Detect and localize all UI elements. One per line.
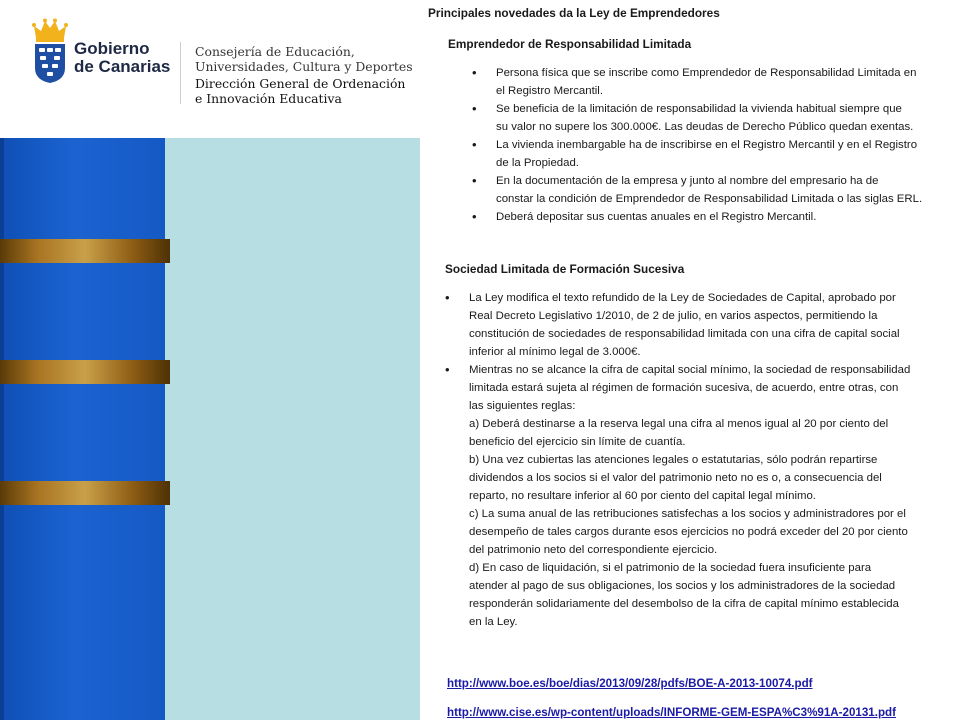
- list-item: • Se beneficia de la limitación de responsabilidad la vivienda habitual siempre que su valor no supere los 300.000€. Las deudas de Derecho Público quedan exentas.: [469, 100, 931, 136]
- section-title-slfs: Sociedad Limitada de Formación Sucesiva: [445, 262, 685, 276]
- gold-bar-2: [0, 360, 170, 384]
- left-blue-panel: [0, 138, 165, 720]
- consejeria-name: Consejería de Educación, Universidades, Cultura y Deportes: [195, 44, 413, 74]
- gold-bar-1: [0, 239, 170, 263]
- list-item: • En la documentación de la empresa y junto al nombre del empresario ha de constar la condición de Emprendedor de Responsabilidad Limitada o las siglas ERL.: [469, 172, 931, 208]
- list-item: • Deberá depositar sus cuentas anuales en el Registro Mercantil.: [469, 208, 931, 226]
- rule-line: a) Deberá destinarse a la reserva legal una cifra al menos igual al 20 por ciento del: [469, 418, 889, 430]
- erl-list: [469, 64, 931, 226]
- rule-line: responderán solidariamente del desembolso de la cifra de capital mínimo establecida: [469, 598, 899, 610]
- document-page: [421, 0, 960, 720]
- rule-line: reparto, no resultare inferior al 60 por ciento del capital legal mínimo.: [469, 490, 816, 502]
- list-item: • Persona física que se inscribe como Emprendedor de Responsabilidad Limitada en el Registro Mercantil.: [469, 64, 931, 100]
- rule-line: b) Una vez cubiertas las atenciones legales o estatutarias, sólo podrán repartirse: [469, 454, 878, 466]
- header-divider: [180, 42, 181, 104]
- direccion-name: Dirección General de Ordenación e Innovación Educativa: [195, 76, 406, 106]
- rule-line: desempeño de tales cargos durante esos ejercicios no podrá exceder del 20 por ciento: [469, 526, 908, 538]
- rule-line: del patrimonio neto del correspondiente ejercicio.: [469, 544, 718, 556]
- rule-line: atender al pago de sus obligaciones, los socios y los administradores de la sociedad: [469, 580, 896, 592]
- document-title: Principales novedades da la Ley de Emprendedores: [428, 6, 720, 20]
- list-item: • Mientras no se alcance la cifra de capital social mínimo, la sociedad de responsabilidad limitada estará sujeta al régimen de formación sucesiva, de acuerdo, entre otras, con las siguientes reglas:: [442, 361, 932, 415]
- rule-line: dividendos a los socios si el valor del patrimonio neto no es o, a consecuencia del: [469, 472, 882, 484]
- gold-bar-3: [0, 481, 170, 505]
- left-cyan-panel: [165, 138, 420, 720]
- government-name: Gobierno de Canarias: [74, 39, 171, 76]
- rule-line: c) La suma anual de las retribuciones satisfechas a los socios y administradores por el: [469, 508, 906, 520]
- section-title-erl: Emprendedor de Responsabilidad Limitada: [448, 37, 692, 51]
- rule-line: d) En caso de liquidación, si el patrimonio de la sociedad fuera insuficiente para: [469, 562, 872, 574]
- coat-of-arms-icon: [32, 18, 68, 84]
- cise-link[interactable]: http://www.cise.es/wp-content/uploads/INFORME-GEM-ESPA%C3%91A-20131.pdf: [447, 706, 896, 719]
- left-edge-strip: [0, 138, 4, 720]
- rule-line: en la Ley.: [469, 616, 518, 628]
- list-item: • La Ley modifica el texto refundido de la Ley de Sociedades de Capital, aprobado por Real Decreto Legislativo 1/2010, de 2 de julio, en varios aspectos, permitiendo la constitución de sociedades de responsabilidad limitada con una cifra de capital social inferior al mínimo legal de 3.000€.: [442, 289, 932, 361]
- slfs-list: [442, 289, 932, 415]
- boe-link[interactable]: http://www.boe.es/boe/dias/2013/09/28/pdfs/BOE-A-2013-10074.pdf: [447, 677, 813, 690]
- rule-line: beneficio del ejercicio sin límite de cuantía.: [469, 436, 686, 448]
- rules-block: [442, 415, 959, 631]
- list-item: • La vivienda inembargable ha de inscribirse en el Registro Mercantil y en el Registro de la Propiedad.: [469, 136, 931, 172]
- header: [0, 0, 420, 138]
